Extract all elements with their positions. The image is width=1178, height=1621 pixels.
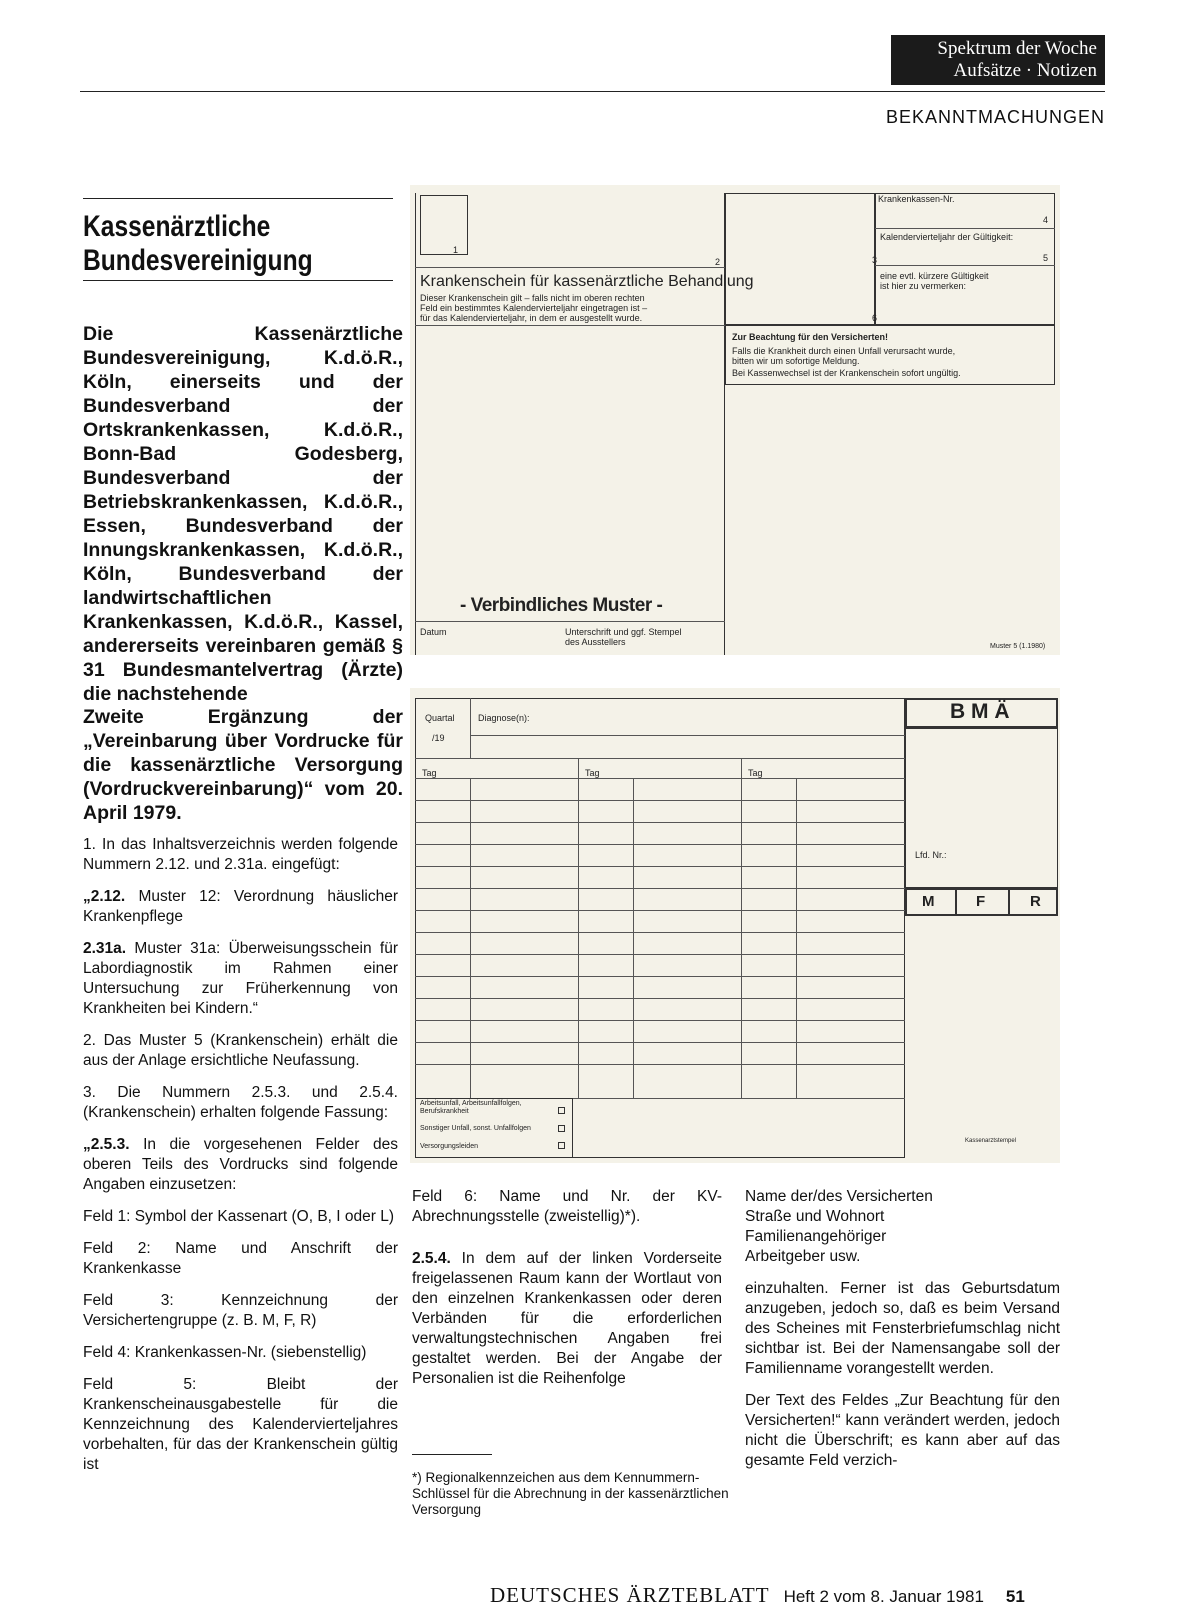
back-subcol-3 [796,778,797,1098]
field-2: Feld 2: Name und Anschrift der Krankenkasse [83,1240,398,1277]
section-heading: BEKANNTMACHUNGEN [885,107,1105,127]
shorter-label-2: ist hier zu vermerken: [880,281,967,291]
field-2-number: 2 [715,257,721,267]
form-note-3: für das Kalendervierteljahr, in dem er ausgestellt wurde. [420,313,643,323]
diagnosis-label: Diagnose(n): [478,713,530,723]
footnote-rule [412,1454,492,1455]
back-subcol-2 [633,778,634,1098]
para-9: Der Text des Feldes „Zur Beachtung für den Versicherten!“ kann verändert werden, jedoch nicht die Überschrift; es kann aber auf das gesamte Feld verzich- [745,1392,1060,1469]
subtitle-paragraph: Zweite Ergänzung der „Vereinbarung über Vordrucke für die kassenärztliche Versorgung (Vordruckvereinbarung)“ vom 20. April 1979. [83,706,403,824]
form-back [410,688,1060,1163]
list-item-2: Straße und Wohnort [745,1208,885,1225]
accident-label-1: Arbeitsunfall, Arbeitsunfallfolgen, [420,1100,522,1107]
form-heading: Krankenschein für kassenärztliche Behandlung [420,273,754,290]
para-5: 3. Die Nummern 2.5.3. und 2.5.4. (Krankenschein) erhalten folgende Fassung: [83,1084,398,1121]
form-note-1: Dieser Krankenschein gilt – falls nicht im oberen rechten [420,293,645,303]
para-4: 2. Das Muster 5 (Krankenschein) erhält die aus der Anlage ersichtliche Neufassung. [83,1032,398,1069]
back-row-12 [415,1042,905,1043]
checkbox-1 [558,1107,565,1114]
date-label: Datum [420,627,447,637]
middle-column [412,1187,722,1401]
back-row-2 [415,822,905,823]
list-item-3: Familienangehöriger [745,1228,887,1245]
field-6: Feld 6: Name und Nr. der KV-Abrechnungsstelle (zweistellig)*). [412,1188,722,1225]
intro-paragraph: Die Kassenärztliche Bundesvereinigung, K.d.ö.R., Köln, einerseits und der Bundesverband der Ortskrankenkassen, K.d.ö.R., Bonn-Bad Godesberg, Bundesverband der Betriebskrankenkassen, K.d.ö.R., Essen, Bundesverband der Innungskrankenkassen, K.d.ö.R., Köln, Bundesverband der landwirtschaftlichen Krankenkassen, K.d.ö.R., Kassel, andererseits vereinbaren gemäß § 31 Bundesmantelvertrag (Ärzte) die nachstehende [83,323,403,705]
header-rule [80,91,1105,92]
stamp-label: Kassenarztstempel [965,1138,1017,1144]
para-1: 1. In das Inhaltsverzeichnis werden folgende Nummern 2.12. und 2.31a. eingefügt: [83,836,398,873]
left-column [83,835,398,1487]
back-row-5 [415,888,905,889]
back-row-3 [415,844,905,845]
title-rule-top [83,198,393,199]
form-front-line-2 [415,325,725,326]
back-row-11 [415,1020,905,1021]
field-3: Feld 3: Kennzeichnung der Versichertengruppe (z. B. M, F, R) [83,1292,398,1329]
signature-label-2: des Ausstellers [565,637,626,647]
page-number: 51 [1005,1587,1025,1606]
form-front-line [415,267,725,268]
diag-line [470,735,905,736]
day-label-2: Tag [585,768,600,778]
form-line-4 [875,228,1055,229]
field-1-box [420,195,468,255]
back-row-13 [415,1064,905,1065]
back-row-10 [415,998,905,999]
section-tag [891,35,1105,85]
title-rule-bottom [83,280,393,281]
back-col-1 [578,758,579,1098]
lfd-label: Lfd. Nr.: [915,850,947,860]
bma-label: B M Ä [950,700,1010,723]
field-3-number: 3 [872,255,878,265]
right-column [745,1187,1060,1483]
back-line-1 [415,758,905,759]
day-label-1: Tag [422,768,437,778]
para-7: 2.5.4. In dem auf der linken Vorderseite freigelassenen Raum kann der Wortlaut von den einzelnen Krankenkassen oder deren Verbänden für die erforderlichen verwaltungstechnischen Angaben frei gestaltet werden. Bei der Angabe der Personalien ist die Reihenfolge [412,1250,722,1387]
footer-issue: Heft 2 vom 8. Januar 1981 [783,1587,984,1606]
accident-label-3: Versorgungsleiden [420,1143,478,1150]
field-1: Feld 1: Symbol der Kassenart (O, B, I oder L) [83,1208,394,1225]
form-line-sign [415,621,725,622]
article-title [83,210,345,278]
gender-f: F [976,893,986,910]
gender-r: R [1030,893,1041,910]
form-front-left-area [415,193,725,655]
gender-div-1 [955,888,957,916]
quartal-divider [470,698,471,758]
form-code: Muster 5 (1.1980) [990,643,1046,650]
attention-line-1: Falls die Krankheit durch einen Unfall verursacht wurde, [732,346,956,356]
page-footer [490,1583,1025,1608]
lfd-box [905,728,1058,888]
list-item-1: Name der/des Versicherten [745,1188,933,1205]
field-4: Feld 4: Krankenkassen-Nr. (siebenstellig) [83,1344,367,1361]
accident-label-2: Sonstiger Unfall, sonst. Unfallfolgen [420,1125,531,1132]
back-subcol-1 [470,778,471,1098]
quartal-label: Quartal [425,713,455,723]
accident-label-1b: Berufskrankheit [420,1108,469,1115]
form-front [410,185,1060,655]
para-8: einzuhalten. Ferner ist das Geburtsdatum anzugeben, jedoch so, daß es beim Versand des Scheines mit Fensterbriefumschlag nicht sichtbar ist. Bei der Namensangabe soll der Familienname vorangestellt werden. [745,1280,1060,1377]
form-note-2: Feld ein bestimmtes Kalendervierteljahr eingetragen ist – [420,303,648,313]
form-back-grid [415,698,905,1158]
kk-nr-label: Krankenkassen-Nr. [878,194,955,204]
back-col-2 [741,758,742,1098]
back-row-7 [415,932,905,933]
gender-div-2 [1008,888,1010,916]
shorter-label-1: eine evtl. kürzere Gültigkeit [880,271,989,281]
title-line2: Bundesvereinigung [83,244,313,277]
field-5: Feld 5: Bleibt der Krankenscheinausgabestelle für die Kennzeichnung des Kalendervierteljahres vorbehalten, für das der Krankenschein gültig ist [83,1376,398,1473]
year-label: /19 [432,733,445,743]
back-row-8 [415,954,905,955]
para-6: „2.5.3. In die vorgesehenen Felder des oberen Teils des Vordrucks sind folgende Angaben einzusetzen: [83,1136,398,1193]
footer-brand: DEUTSCHES ÄRZTEBLATT [490,1583,770,1607]
quarter-label: Kalendervierteljahr der Gültigkeit: [880,232,1014,242]
back-row-6 [415,910,905,911]
checkbox-3 [558,1142,565,1149]
footnote: *) Regionalkennzeichen aus dem Kennummern-Schlüssel für die Abrechnung in der kassenärztlichen Versorgung [412,1470,729,1517]
signature-label-1: Unterschrift und ggf. Stempel [565,627,682,637]
back-row-9 [415,976,905,977]
form-line-5 [875,265,1055,266]
list-item-4: Arbeitgeber usw. [745,1248,861,1265]
attention-title: Zur Beachtung für den Versicherten! [732,332,889,342]
back-row-1 [415,800,905,801]
section-tag-line2: Aufsätze · Notizen [953,60,1097,81]
fields-4-6-box [875,193,1055,325]
attention-line-3: Bei Kassenwechsel ist der Krankenschein sofort ungültig. [732,368,961,378]
para-2: „2.12. Muster 12: Verordnung häuslicher Krankenpflege [83,888,398,925]
title-line1: Kassenärztliche [83,210,271,243]
back-row-0 [415,778,905,779]
back-row-4 [415,866,905,867]
para-3: 2.31a. Muster 31a: Überweisungsschein für Labordiagnostik im Rahmen einer Untersuchung zur Früherkennung von Krankheiten bei Kindern.“ [83,940,398,1017]
binding-sample-label: - Verbindliches Muster - [460,595,663,616]
field-1-number: 1 [453,245,459,255]
checkbox-2 [558,1125,565,1132]
section-tag-line1: Spektrum der Woche [937,38,1097,59]
day-label-3: Tag [748,768,763,778]
field-4-number: 4 [1043,215,1049,225]
field-5-number: 5 [1043,253,1049,263]
field-6-number: 6 [872,313,878,323]
attention-line-2: bitten wir um sofortige Meldung. [732,356,860,366]
field-3-box [725,193,878,325]
gender-m: M [922,893,935,910]
